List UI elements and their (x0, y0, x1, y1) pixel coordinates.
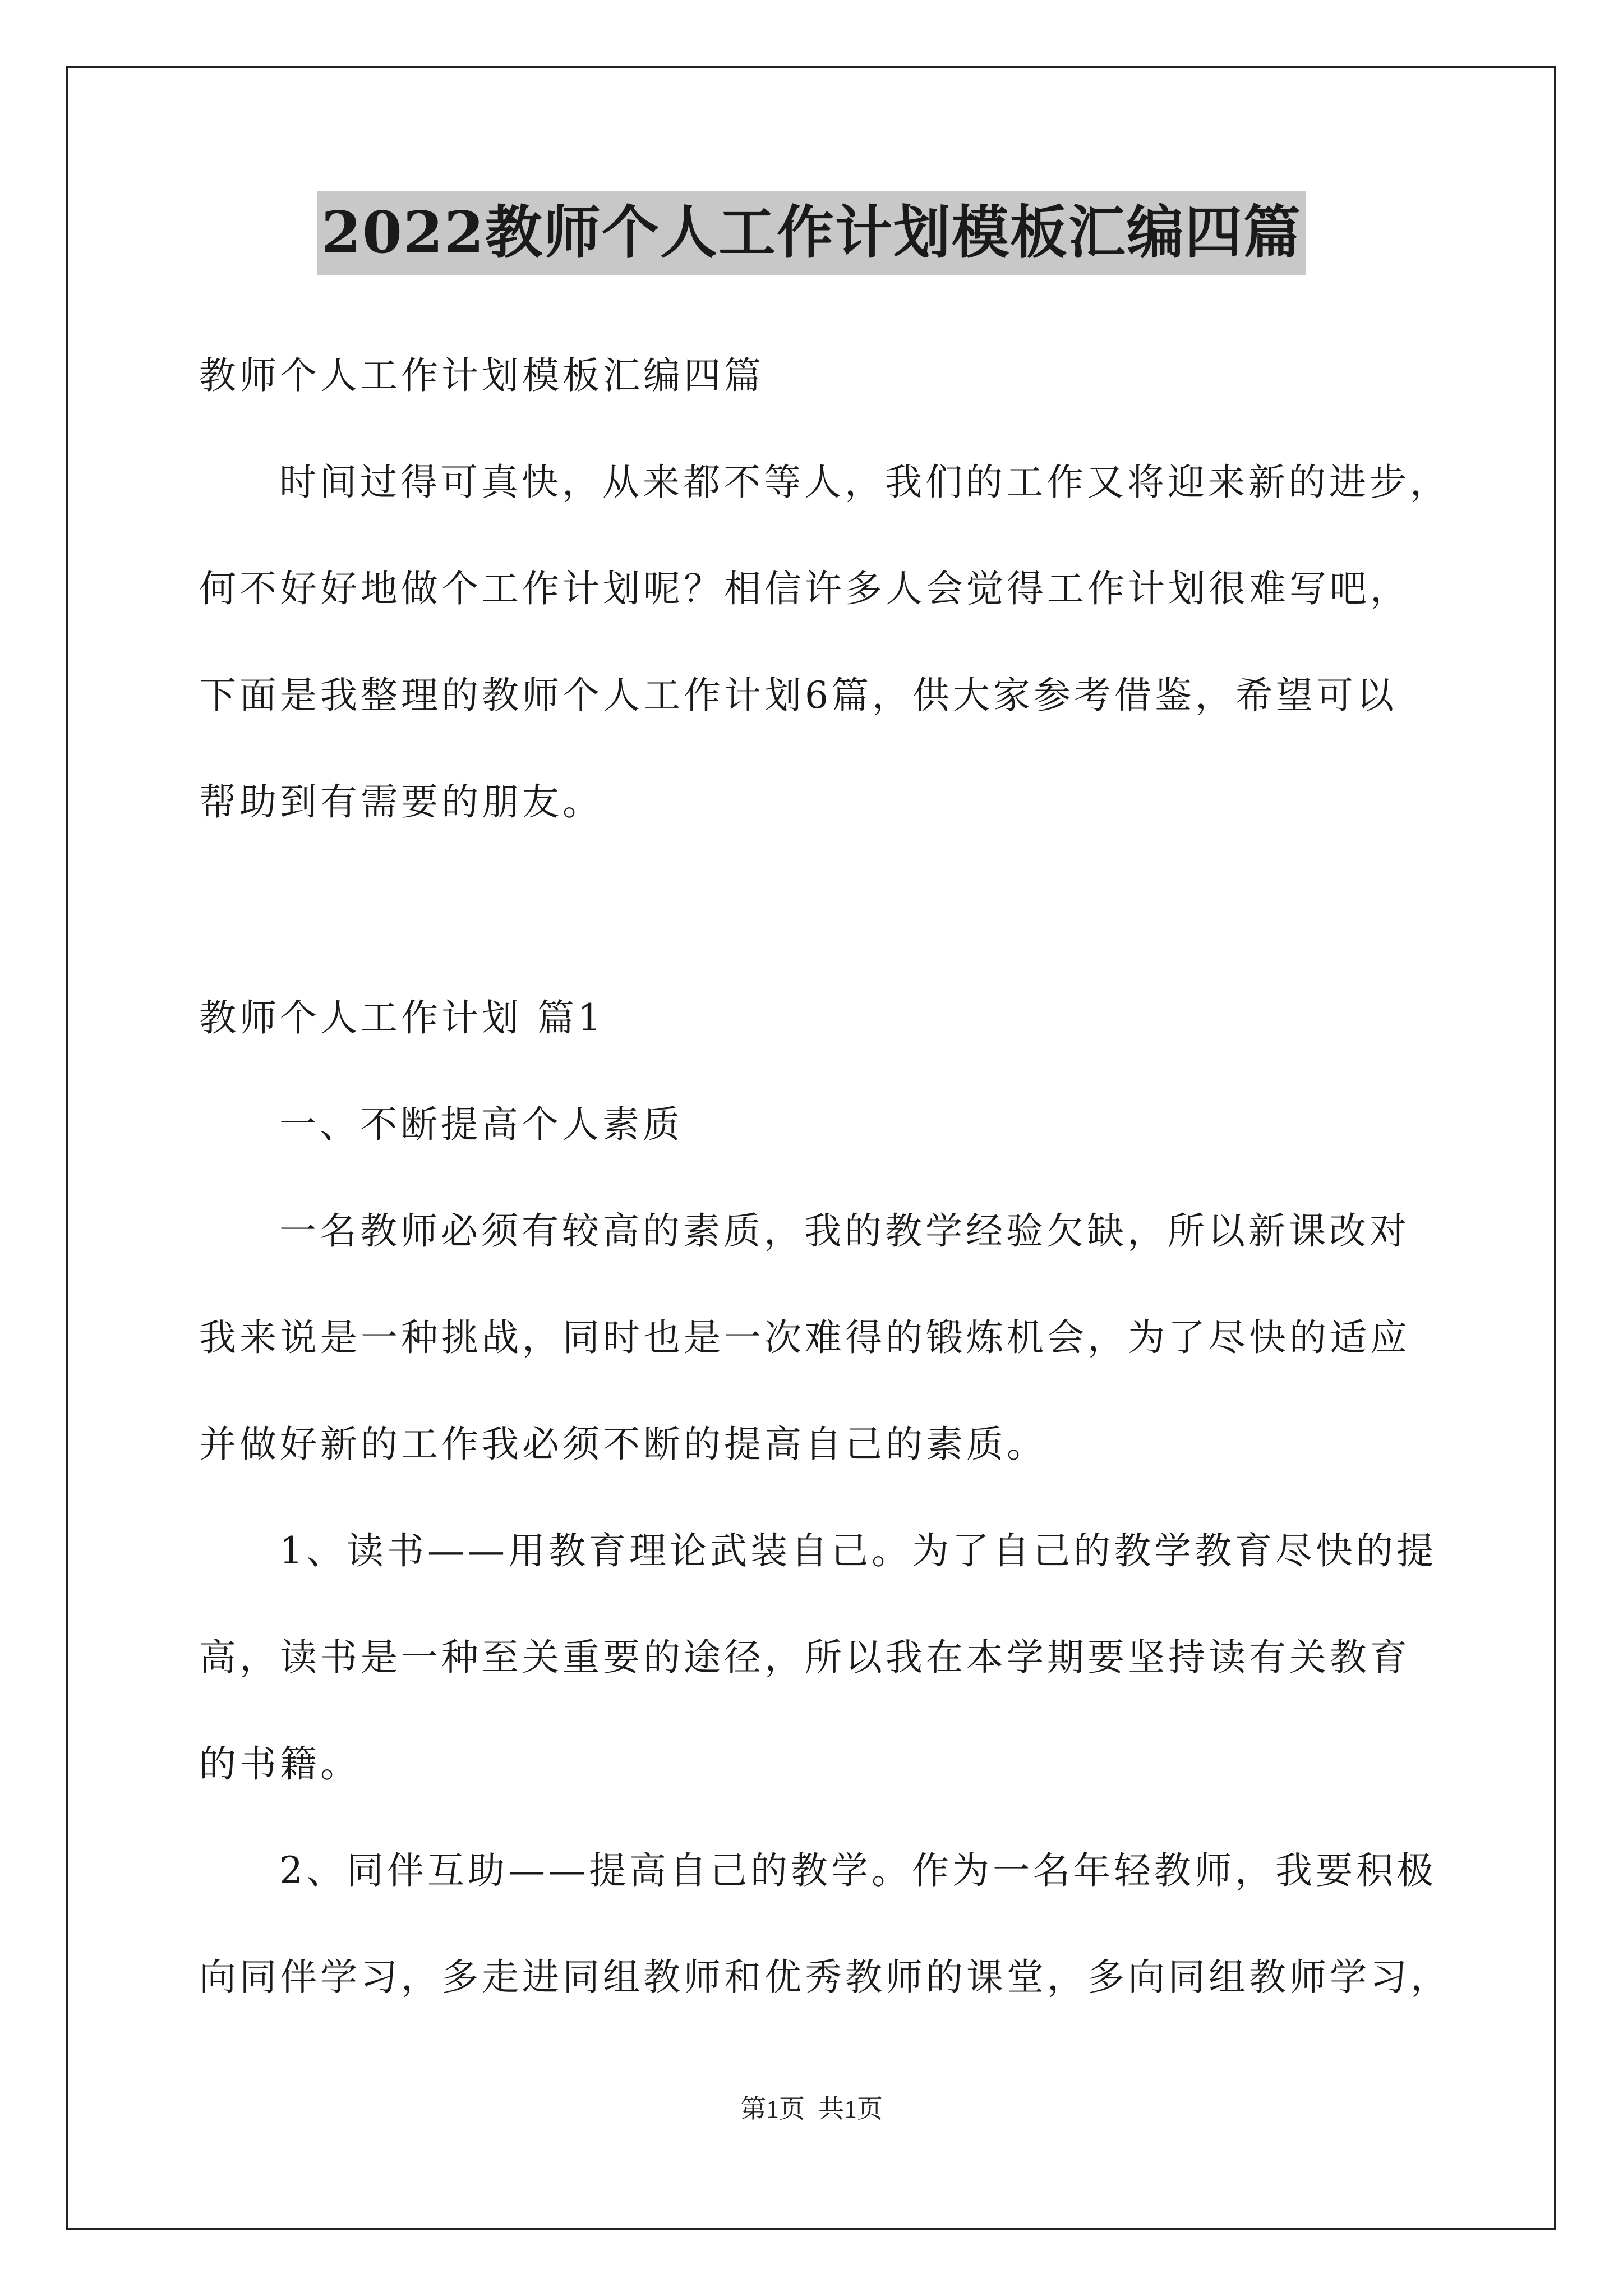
paragraph-line: 下面是我整理的教师个人工作计划6篇，供大家参考借鉴，希望可以 (199, 674, 1397, 717)
paragraph-line: 2、同伴互助——提高自己的教学。作为一名年轻教师，我要积极 (279, 1849, 1437, 1892)
subsection-heading: 一、不断提高个人素质 (279, 1103, 683, 1146)
paragraph-line: 帮助到有需要的朋友。 (199, 780, 603, 823)
page-number-current: 第1页 (740, 2095, 805, 2123)
paragraph-line: 1、读书——用教育理论武装自己。为了自己的教学教育尽快的提 (279, 1529, 1437, 1572)
title-container (0, 191, 1623, 275)
subtitle-line: 教师个人工作计划模板汇编四篇 (199, 354, 764, 397)
paragraph-line: 高，读书是一种至关重要的途径，所以我在本学期要坚持读有关教育 (199, 1636, 1410, 1679)
paragraph-line: 时间过得可真快，从来都不等人，我们的工作又将迎来新的进步， (279, 461, 1450, 504)
paragraph-line: 一名教师必须有较高的素质，我的教学经验欠缺，所以新课改对 (279, 1209, 1410, 1253)
paragraph-line: 向同伴学习，多走进同组教师和优秀教师的课堂，多向同组教师学习， (199, 1955, 1451, 1999)
paragraph-line: 何不好好地做个工作计划呢？相信许多人会觉得工作计划很难写吧， (199, 567, 1410, 610)
paragraph-line: 我来说是一种挑战，同时也是一次难得的锻炼机会，为了尽快的适应 (199, 1316, 1410, 1359)
paragraph-line: 的书籍。 (199, 1742, 361, 1786)
document-title: 2022教师个人工作计划模板汇编四篇 (317, 191, 1306, 275)
page-footer (0, 2092, 1623, 2126)
section-heading: 教师个人工作计划 篇1 (199, 996, 605, 1039)
paragraph-line: 并做好新的工作我必须不断的提高自己的素质。 (199, 1423, 1047, 1466)
page-number-total: 共1页 (818, 2095, 883, 2123)
